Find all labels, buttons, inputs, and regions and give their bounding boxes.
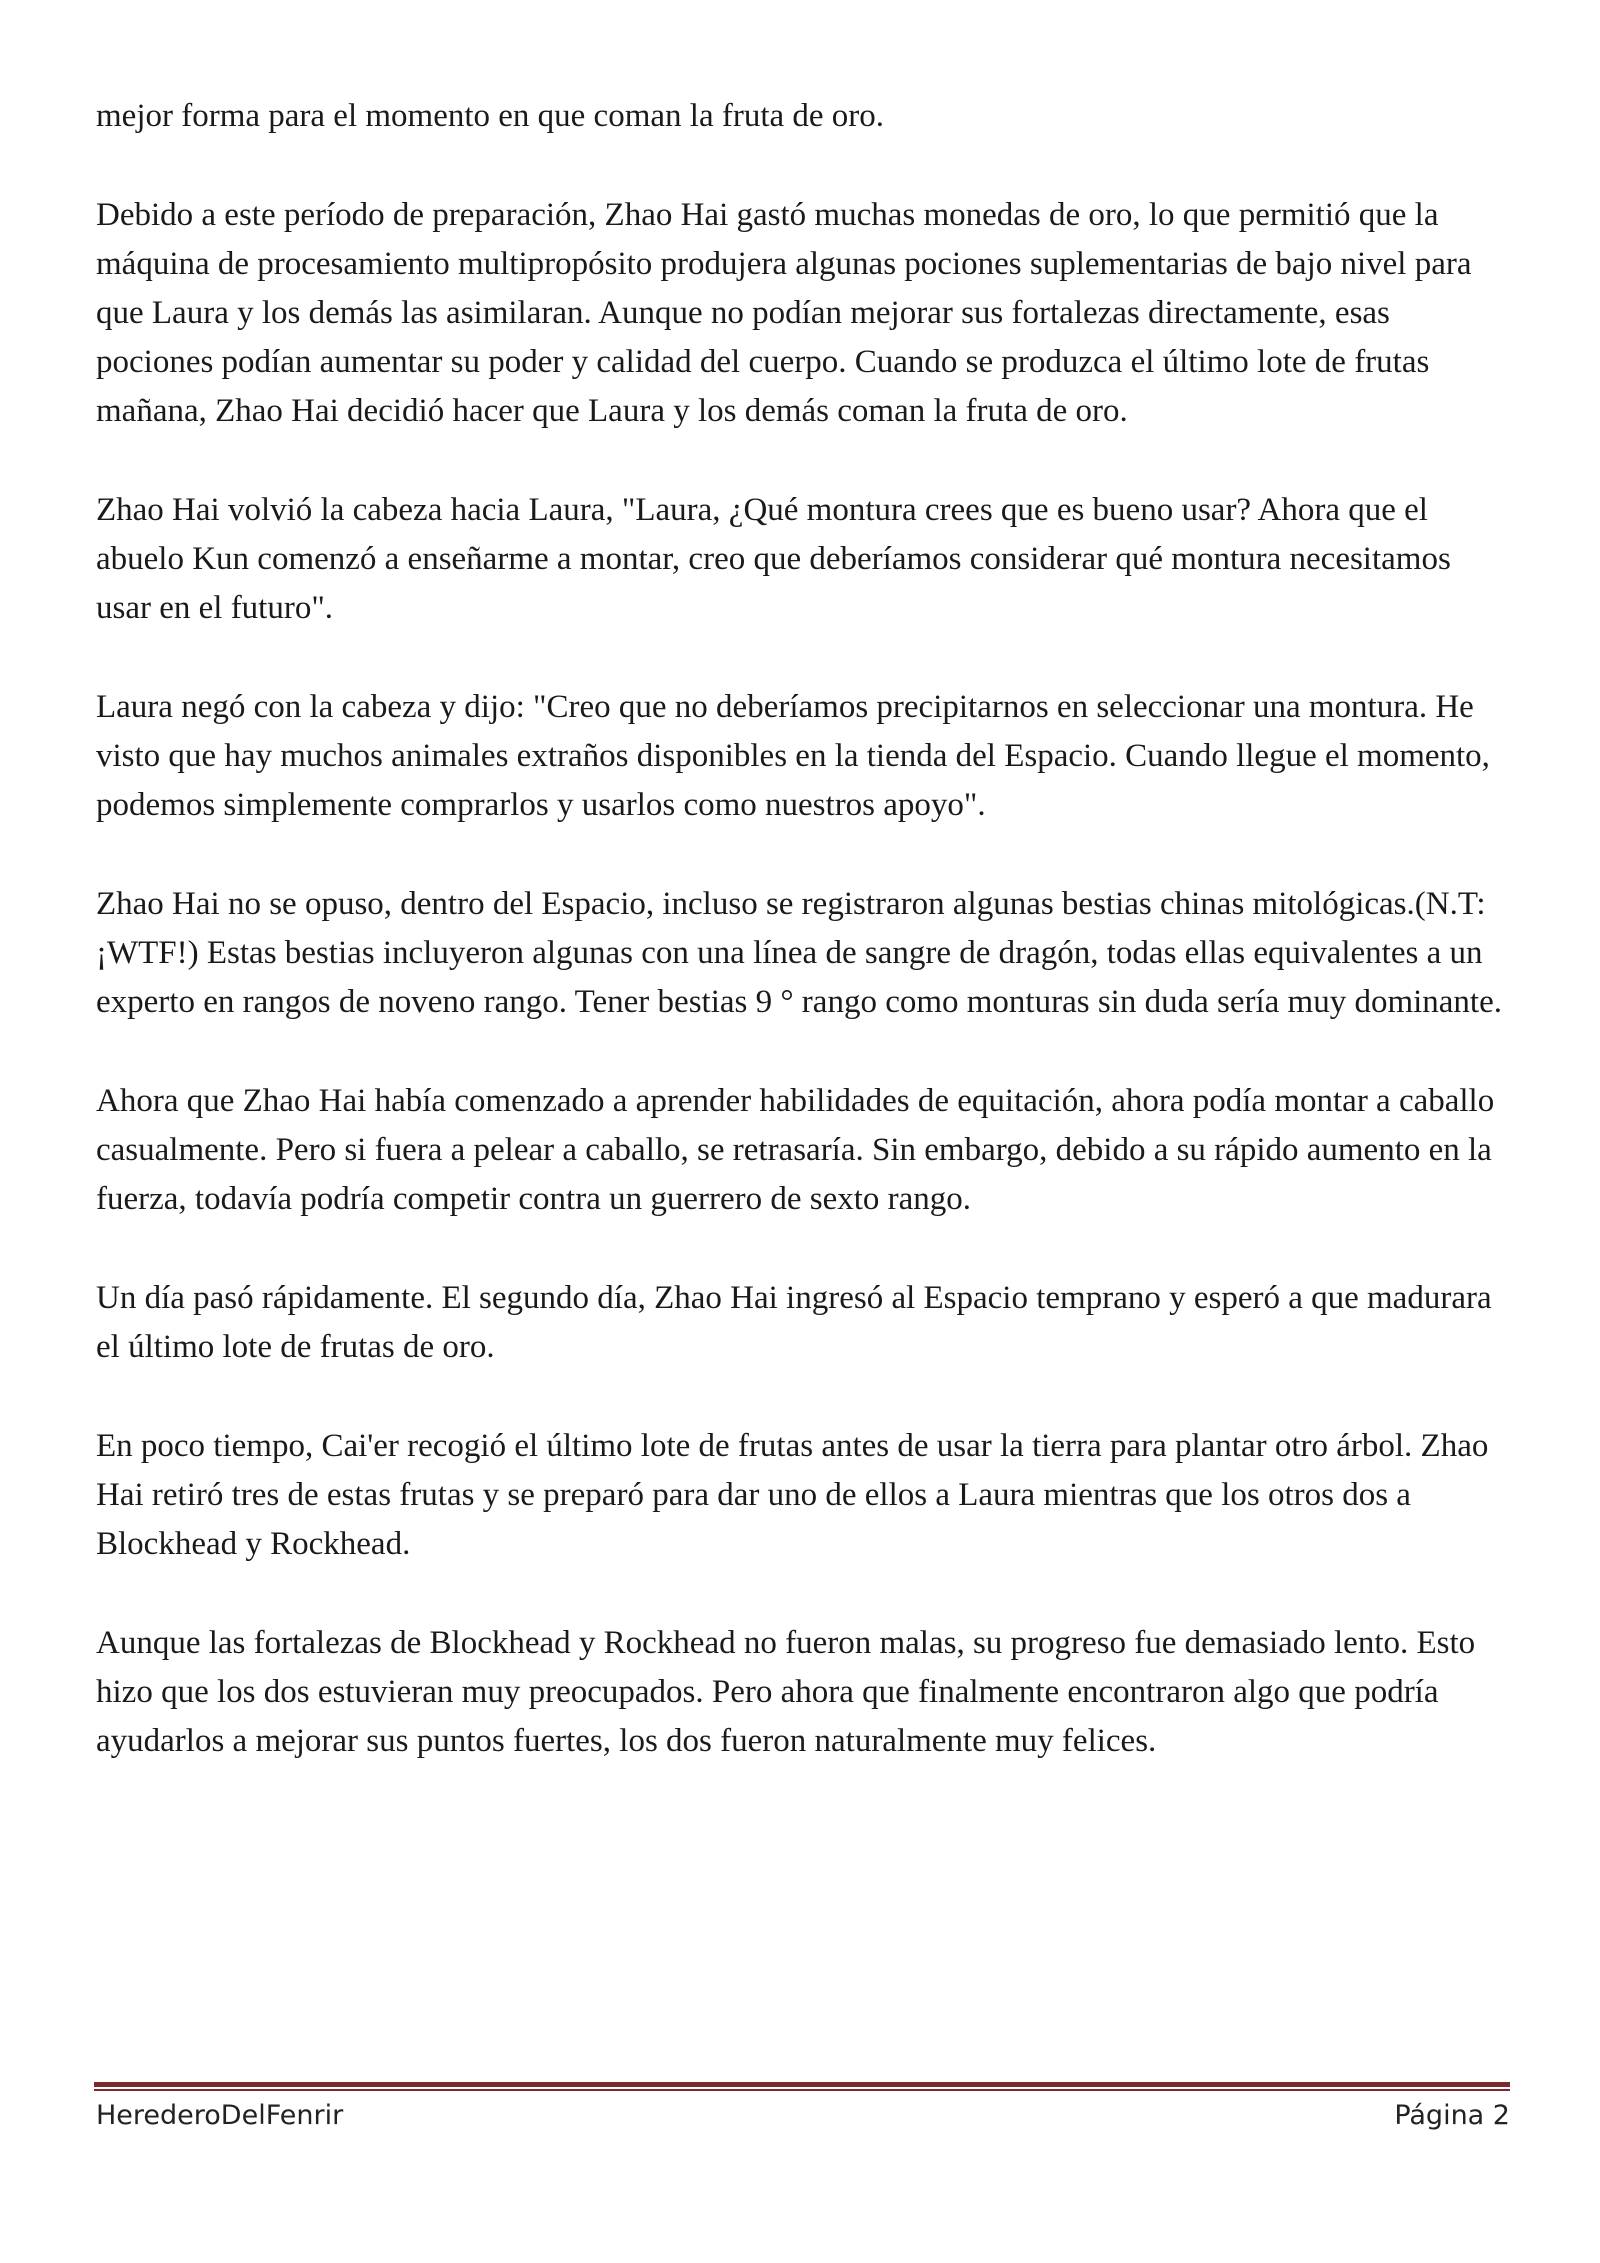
- paragraph-6: Ahora que Zhao Hai había comenzado a aprender habilidades de equitación, ahora podía montar a caballo casualmente. Pero si fuera a pelear a caballo, se retrasaría. Sin embargo, debido a su rápido aumento en la fuerza, todavía podría competir contra un guerrero de sexto rango.: [96, 1083, 1495, 1217]
- paragraph-3: Zhao Hai volvió la cabeza hacia Laura, "Laura, ¿Qué montura crees que es bueno usar? Ahora que el abuelo Kun comenzó a enseñarme a montar, creo que deberíamos considerar qué montura necesitamos usar en el futuro".: [96, 492, 1451, 626]
- paragraph-5: Zhao Hai no se opuso, dentro del Espacio, incluso se registraron algunas bestias chinas mitológicas.(N.T:¡WTF!) Estas bestias incluyeron algunas con una línea de sangre de dragón, todas ellas equivalentes a un experto en rangos de noveno rango. Tener bestias 9 ° rango como monturas sin duda sería muy dominante.: [96, 886, 1502, 1020]
- body-text: [96, 92, 1510, 1816]
- paragraph-2: Debido a este período de preparación, Zhao Hai gastó muchas monedas de oro, lo que permitió que la máquina de procesamiento multipropósito produjera algunas pociones suplementarias de bajo nivel para que Laura y los demás las asimilaran. Aunque no podían mejorar sus fortalezas directamente, esas pociones podían aumentar su poder y calidad del cuerpo. Cuando se produzca el último lote de frutas mañana, Zhao Hai decidió hacer que Laura y los demás coman la fruta de oro.: [96, 197, 1472, 429]
- paragraph-8: En poco tiempo, Cai'er recogió el último lote de frutas antes de usar la tierra para plantar otro árbol. Zhao Hai retiró tres de estas frutas y se preparó para dar uno de ellos a Laura mientras que los otros dos a Blockhead y Rockhead.: [96, 1428, 1489, 1562]
- paragraph-9: Aunque las fortalezas de Blockhead y Rockhead no fueron malas, su progreso fue demasiado lento. Esto hizo que los dos estuvieran muy preocupados. Pero ahora que finalmente encontraron algo que podría ayudarlos a mejorar sus puntos fuertes, los dos fueron naturalmente muy felices.: [96, 1625, 1476, 1759]
- paragraph-4: Laura negó con la cabeza y dijo: "Creo que no deberíamos precipitarnos en seleccionar una montura. He visto que hay muchos animales extraños disponibles en la tienda del Espacio. Cuando llegue el momento, podemos simplemente comprarlos y usarlos como nuestros apoyo".: [96, 689, 1490, 823]
- footer-author: HerederoDelFenrir: [96, 2100, 344, 2131]
- footer-divider: [94, 2082, 1510, 2091]
- paragraph-1: mejor forma para el momento en que coman la fruta de oro.: [96, 98, 885, 134]
- paragraph-7: Un día pasó rápidamente. El segundo día, Zhao Hai ingresó al Espacio temprano y esperó a que madurara el último lote de frutas de oro.: [96, 1280, 1492, 1365]
- footer-page-number: Página 2: [1394, 2100, 1510, 2131]
